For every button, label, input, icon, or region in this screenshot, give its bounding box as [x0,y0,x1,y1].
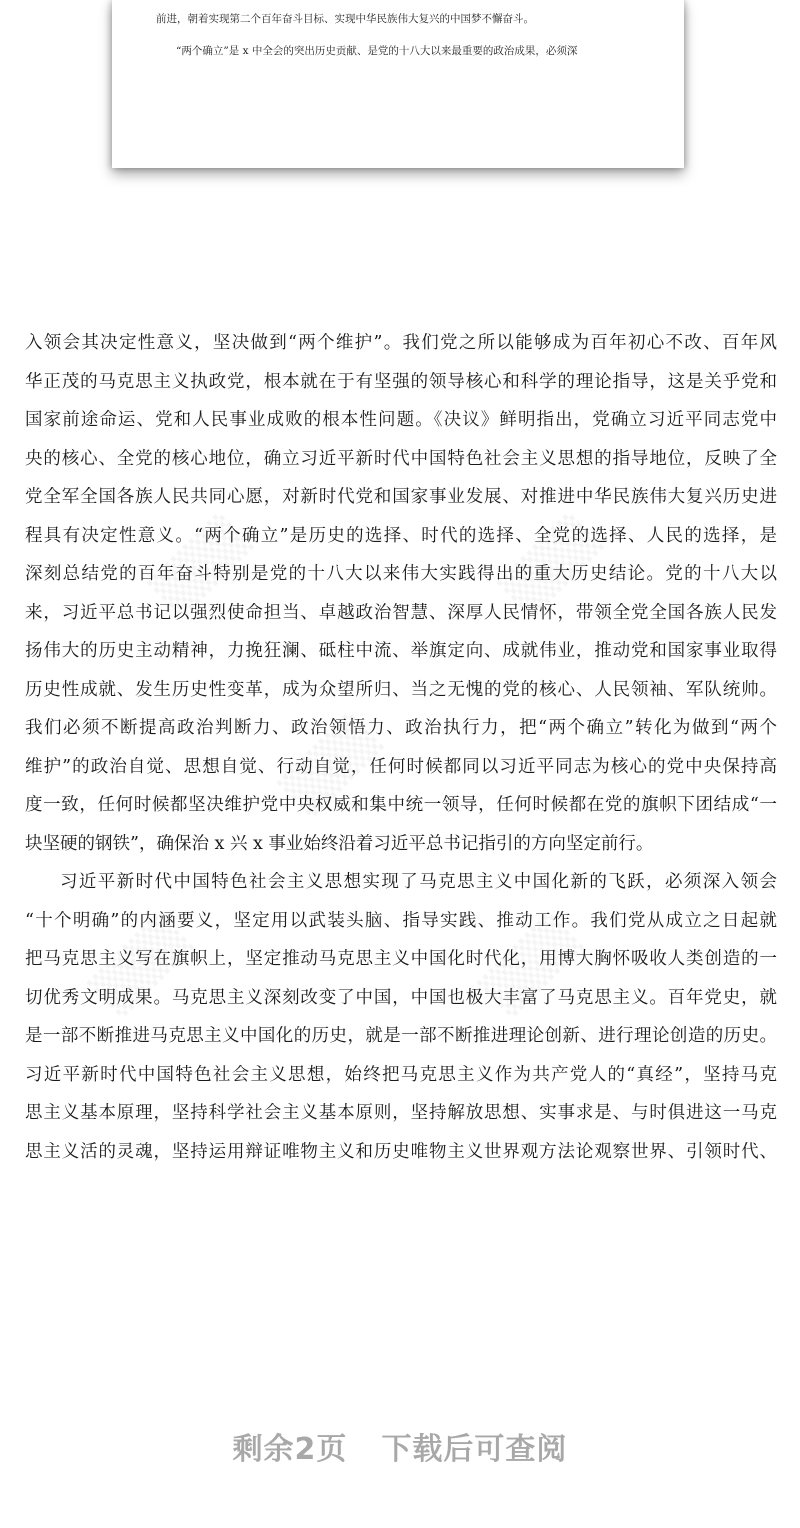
document-line: 思主义活的灵魂，坚持运用辩证唯物主义和历史唯物主义世界观方法论观察世界、引领时代、 [25,1141,777,1162]
page-preview-card [112,0,684,168]
document-line: 来，习近平总书记以强烈使命担当、卓越政治智慧、深厚人民情怀，带领全党全国各族人民发 [25,602,777,623]
document-line: 习近平新时代中国特色社会主义思想，始终把马克思主义作为共产党人的“真经”，坚持马克 [25,1064,777,1085]
remaining-pages-text: 剩余2页 [232,1432,348,1467]
document-line: 思主义基本原理，坚持科学社会主义基本原则，坚持解放思想、实事求是、与时俱进这一马克 [25,1103,777,1123]
document-line: 切优秀文明成果。马克思主义深刻改变了中国，中国也极大丰富了马克思主义。百年党史，就 [25,987,777,1008]
preview-line-1: 前进，朝着实现第二个百年奋斗目标、实现中华民族伟大复兴的中国梦不懈奋斗。 [156,13,534,25]
document-line: 度一致，任何时候都坚决维护党中央权威和集中统一领导，任何时候都在党的旗帜下团结成“一 [25,795,777,815]
document-line: 是一部不断推进马克思主义中国化的历史，就是一部不断推进理论创新、进行理论创造的历史。 [25,1026,777,1046]
document-line: 入领会其决定性意义，坚决做到“两个维护”。我们党之所以能够成为百年初心不改、百年风 [25,333,777,353]
document-line: 把马克思主义写在旗帜上，坚定推动马克思主义中国化时代化，用博大胸怀吸收人类创造的一 [25,949,777,969]
preview-line-2: “两个确立”是 x 中全会的突出历史贡献、是党的十八大以来最重要的政治成果，必须深 [176,45,578,57]
document-body [25,324,777,1171]
document-line: 党全军全国各族人民共同心愿，对新时代党和国家事业发展、对推进中华民族伟大复兴历史进 [25,487,777,507]
document-line: 央的核心、全党的核心地位，确立习近平新时代中国特色社会主义思想的指导地位，反映了全 [25,448,777,469]
document-line: “十个明确”的内涵要义，坚定用以武装头脑、指导实践、推动工作。我们党从成立之日起就 [25,910,777,931]
document-line: 我们必须不断提高政治判断力、政治领悟力、政治执行力，把“两个确立”转化为做到“两个 [25,718,777,738]
document-line: 历史性成就、发生历史性变革，成为众望所归、当之无愧的党的核心、人民领袖、军队统帅。 [25,679,777,700]
document-line: 块坚硬的钢铁”，确保治 x 兴 x 事业始终沿着习近平总书记指引的方向坚定前行。 [25,833,654,854]
download-prompt-banner[interactable] [0,1428,800,1472]
document-line: 习近平新时代中国特色社会主义思想实现了马克思主义中国化新的飞跃，必须深入领会 [60,872,777,892]
document-line: 国家前途命运、党和人民事业成败的根本性问题。《决议》鲜明指出，党确立习近平同志党中 [25,410,777,430]
download-to-view-text: 下载后可查阅 [381,1432,568,1467]
document-line: 深刻总结党的百年奋斗特别是党的十八大以来伟大实践得出的重大历史结论。党的十八大以 [25,564,777,584]
document-line: 维护”的政治自觉、思想自觉、行动自觉，任何时候都同以习近平同志为核心的党中央保持高 [25,756,777,777]
document-line: 扬伟大的历史主动精神，力挽狂澜、砥柱中流、举旗定向、成就伟业，推动党和国家事业取得 [25,641,777,661]
document-line: 华正茂的马克思主义执政党，根本就在于有坚强的领导核心和科学的理论指导，这是关乎党和 [25,371,777,392]
document-line: 程具有决定性意义。“两个确立”是历史的选择、时代的选择、全党的选择、人民的选择，是 [25,525,777,546]
